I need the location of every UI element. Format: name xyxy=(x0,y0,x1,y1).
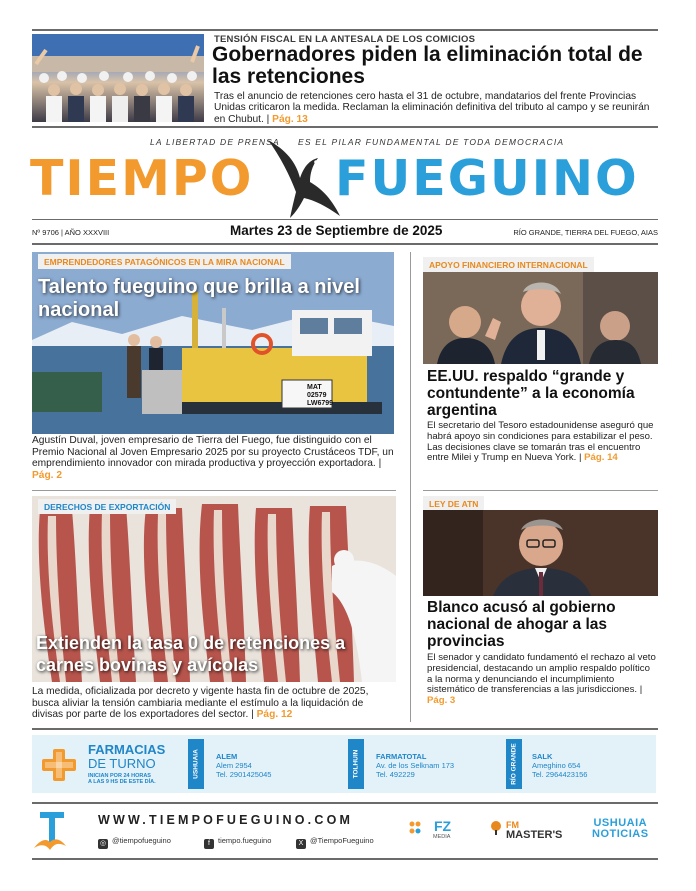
city-label-ushuaia: USHUAIA xyxy=(188,739,204,789)
teaser-photo-governors[interactable] xyxy=(32,34,204,122)
teaser-kicker: TENSIÓN FISCAL EN LA ANTESALA DE LOS COMICIOS xyxy=(214,34,476,45)
masthead-name-left[interactable]: TIEMPO xyxy=(30,150,254,207)
fz-media-sub: MEDIA xyxy=(433,834,451,840)
pharmacy-phone[interactable]: Tel. 2901425045 xyxy=(216,770,272,779)
boat-id-a: MAT xyxy=(307,384,322,391)
website-link[interactable]: WWW.TIEMPOFUEGUINO.COM xyxy=(98,813,354,827)
pharmacy-address: Ameghino 654 xyxy=(532,761,581,770)
pharmacy-subtitle: INICIAN POR 24 HORAS A LAS 9 HS DE ESTE DÍA. xyxy=(88,773,156,785)
fz-media-icon xyxy=(408,820,430,836)
city-label-tolhuin: TOLHUIN xyxy=(348,739,364,789)
story3-headline[interactable]: EE.UU. respaldo “grande y contundente” a la economía argentina xyxy=(427,368,635,419)
story2-summary: La medida, oficializada por decreto y vigente hasta fin de octubre de 2025, busca aliviar la tensión cambiaria mediante el estímulo a la liquidación de divisas por parte de los exportadores del sector. | Pág. 12 xyxy=(32,686,369,720)
story3-summary: El secretario del Tesoro estadounidense aseguró que habrá apoyo sin condiciones para estabilizar el peso. Las decisiones clave se tomarán tras el encuentro entre Milei y Trump en Nueva York. | Pág. 14 xyxy=(427,420,654,464)
teaser-headline[interactable]: Gobernadores piden la eliminación total de las retenciones xyxy=(212,43,643,88)
story1-kicker: EMPRENDEDORES PATAGÓNICOS EN LA MIRA NACIONAL xyxy=(38,254,291,269)
content-bottom-rule xyxy=(32,728,658,730)
story1-page-ref[interactable]: Pág. 2 xyxy=(32,469,63,481)
albatross-logo-icon xyxy=(266,136,342,222)
facebook-handle[interactable]: f tiempo.fueguino xyxy=(204,836,271,849)
crowd-illustration xyxy=(32,34,204,122)
footer-top-rule xyxy=(32,802,658,804)
issue-date: Martes 23 de Septiembre de 2025 xyxy=(230,223,443,238)
pharmacy-on-duty-bar xyxy=(32,735,656,793)
story1-headline[interactable]: Talento fueguino que brilla a nivel nacional xyxy=(38,276,360,321)
teaser-bottom-rule xyxy=(32,126,658,128)
footer-bottom-rule xyxy=(32,858,658,860)
pharmacy-name: FARMATOTAL xyxy=(376,752,427,761)
story2-page-ref[interactable]: Pág. 12 xyxy=(256,709,293,720)
story1-bottom-rule xyxy=(32,490,396,491)
pharmacy-title: FARMACIAS DE TURNO xyxy=(88,742,166,771)
ushuaia-noticias-logo[interactable]: USHUAIA NOTICIAS xyxy=(592,817,649,840)
senator-illustration xyxy=(423,510,658,596)
story3-page-ref[interactable]: Pág. 14 xyxy=(584,452,618,464)
boat-id-b: 02579 xyxy=(307,392,327,399)
fz-media-logo[interactable]: FZ xyxy=(434,818,452,834)
officials-illustration xyxy=(423,272,658,364)
instagram-icon: ◎ xyxy=(99,840,107,847)
x-icon: X xyxy=(296,839,306,849)
city-label-rio-grande: RÍO GRANDE xyxy=(506,739,522,789)
masthead-name-right[interactable]: FUEGUINO xyxy=(335,150,639,207)
dateline-bottom-rule xyxy=(32,243,658,245)
top-rule xyxy=(32,29,658,31)
pharmacy-name: SALK xyxy=(532,752,553,761)
issue-place: RÍO GRANDE, TIERRA DEL FUEGO, AIAS xyxy=(513,228,658,237)
story4-headline[interactable]: Blanco acusó al gobierno nacional de ahogar a las provincias xyxy=(427,599,616,650)
story1-summary: Agustín Duval, joven empresario de Tierra del Fuego, fue distinguido con el Premio Nacional al Joven Empresario 2025 por su proyecto Crustáceos TDF, un emprendimiento innovador con mirada productiva y proyección exportadora. | Pág. 2 xyxy=(32,435,394,481)
fm-masters-logo[interactable]: MASTER'S xyxy=(506,829,563,841)
fm-microphone-icon xyxy=(488,820,504,836)
teaser-page-ref[interactable]: Pág. 13 xyxy=(272,113,308,125)
column-divider xyxy=(410,252,411,722)
pharmacy-phone[interactable]: Tel. 2964423156 xyxy=(532,770,588,779)
tf-logo-icon xyxy=(34,812,68,852)
story4-photo-senator[interactable] xyxy=(423,510,658,596)
boat-id-c: LW6799 xyxy=(307,400,334,407)
fm-label: FM xyxy=(506,820,519,830)
story3-photo-officials[interactable] xyxy=(423,272,658,364)
pharmacy-name: ALEM xyxy=(216,752,238,761)
edition-number: Nº 9706 | AÑO XXXVIII xyxy=(32,228,110,237)
facebook-icon: f xyxy=(204,839,214,849)
x-handle[interactable]: X @TiempoFueguino xyxy=(296,836,374,849)
dateline-top-rule xyxy=(32,219,658,220)
story4-summary: El senador y candidato fundamentó el rechazo al veto presidencial, destacando un amplio respaldo político a la norma y denunciando el incumplimiento sistemático de transferencias a las jurisdicciones. | Pág. 3 xyxy=(427,652,656,707)
masthead-motto: LA LIBERTAD DE PRENSA ES EL PILAR FUNDAMENTAL DE TODA DEMOCRACIA xyxy=(150,137,565,147)
story4-page-ref[interactable]: Pág. 3 xyxy=(427,695,456,707)
dateline xyxy=(32,222,658,242)
pharmacy-address: Alem 2954 xyxy=(216,761,252,770)
pharmacy-phone[interactable]: Tel. 492229 xyxy=(376,770,415,779)
story3-bottom-rule xyxy=(423,490,658,491)
pharmacy-address: Av. de los Selknam 173 xyxy=(376,761,455,770)
instagram-handle[interactable]: ◎ @tiempofueguino xyxy=(99,836,171,847)
story4-kicker: LEY DE ATN xyxy=(423,496,484,511)
teaser-summary: Tras el anuncio de retenciones cero hasta el 31 de octubre, mandatarios del frente Provincias Unidas criticaron la medida. Reclaman la eliminación definitiva del tributo al campo y se reunirán en Chubut. | Pág. 13 xyxy=(214,91,650,125)
story2-kicker: DERECHOS DE EXPORTACIÓN xyxy=(38,499,176,514)
story2-headline[interactable]: Extienden la tasa 0 de retenciones a carnes bovinas y avícolas xyxy=(36,633,346,675)
story3-kicker: APOYO FINANCIERO INTERNACIONAL xyxy=(423,257,594,272)
pharmacy-cross-icon xyxy=(42,749,76,781)
